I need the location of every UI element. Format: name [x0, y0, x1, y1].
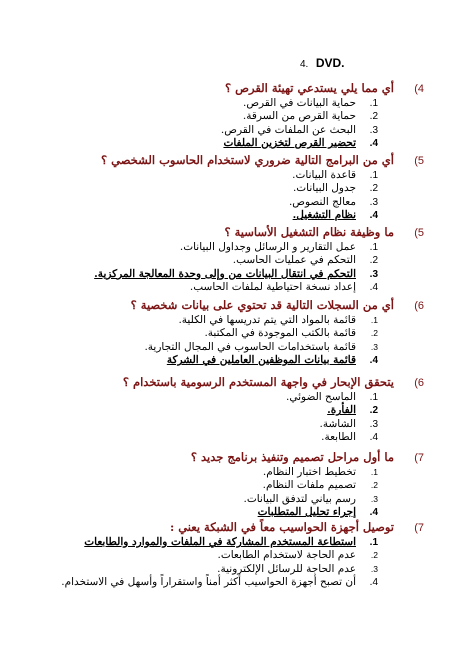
option-text: تخطيط اختبار النظام. — [262, 466, 356, 478]
option-number: 2. — [369, 111, 378, 123]
option-text: الشاشة. — [319, 417, 356, 430]
option-number: 1. — [370, 315, 378, 325]
option-number: 4. — [369, 138, 378, 150]
question-number: (5 — [414, 227, 424, 239]
option-item — [144, 341, 378, 354]
option-number: 3. — [370, 563, 378, 574]
option-text: الطابعة. — [321, 431, 356, 444]
option-item — [94, 254, 378, 267]
options-list — [221, 97, 378, 151]
option-text: عدم الحاجة لاستخدام الطابعات. — [217, 549, 356, 562]
option-item — [94, 241, 378, 254]
question-number: (7 — [414, 452, 424, 464]
correct-option-item — [144, 354, 378, 367]
option-text: قائمة بيانات الموظفين العاملين في الشركة — [166, 354, 356, 367]
correct-option-item — [94, 268, 378, 281]
option-text: أن تصبح أجهزة الحواسيب أكثر أمناً واستقراراً وأسهل في الاستخدام. — [61, 576, 356, 589]
option-text: معالج النصوص. — [288, 195, 356, 208]
option-item — [244, 479, 379, 492]
correct-option-item — [244, 506, 379, 519]
option-item — [144, 327, 378, 340]
option-number: 1. — [369, 170, 378, 181]
option-number: 2. — [370, 550, 378, 561]
option-number: 2. — [370, 328, 378, 339]
question-number: (7 — [414, 522, 424, 534]
option-item — [61, 576, 378, 589]
option-text: الفأرة. — [327, 404, 356, 417]
option-item — [289, 182, 378, 195]
option-text: قائمة باستخدامات الحاسوب في المجال التجارية. — [144, 340, 356, 353]
question-number: (6 — [414, 300, 424, 312]
question-text: أي من السجلات التالية قد تحتوي على بيانات شخصية ؟ — [130, 298, 394, 312]
option-item — [94, 281, 378, 294]
option-text: قائمة بالمواد التي يتم تدريسها في الكلية. — [178, 314, 356, 326]
option-text: استطاعة المستخدم المشاركة في الملفات والموارد والطابعات — [84, 536, 356, 548]
option-number: 3. — [369, 418, 378, 430]
option-item — [289, 169, 378, 182]
option-number: 3. — [369, 124, 378, 136]
option-item — [286, 431, 378, 444]
question-text: توصيل أجهزة الحواسيب معاً في الشبكة يعني : — [169, 520, 394, 534]
option-number: 1. — [369, 392, 378, 403]
question-text: يتحقق الإبحار في واجهة المستخدم الرسومية باستخدام ؟ — [122, 375, 394, 389]
correct-option-item — [286, 404, 378, 417]
option-number: 4. — [369, 210, 378, 222]
option-number: 2. — [370, 480, 378, 491]
option-number: 4. — [369, 507, 378, 519]
options-list — [61, 536, 378, 590]
option-number: 1. — [369, 537, 378, 548]
correct-option-item — [221, 137, 378, 150]
option-item — [244, 493, 379, 506]
question-number: (4 — [414, 83, 424, 95]
option-number: 4. — [369, 432, 378, 444]
option-number: 1. — [370, 467, 378, 477]
options-list — [286, 391, 378, 445]
correct-option-item — [289, 209, 378, 222]
option-text: إجراء تحليل المتطلبات — [257, 506, 356, 519]
option-number: 3. — [370, 493, 378, 504]
correct-option-item — [61, 536, 378, 549]
option-text: قائمة بالكتب الموجودة في المكتبة. — [204, 327, 356, 340]
option-text: إعداد نسخة احتياطية لملفات الحاسب. — [189, 281, 356, 294]
option-number: 2. — [369, 183, 378, 195]
option-number: 1. — [369, 242, 378, 253]
option-text: عمل التقارير و الرسائل وجداول البيانات. — [179, 241, 356, 253]
option-text: رسم بياني لتدفق البيانات. — [243, 492, 356, 505]
option-number: 1. — [369, 98, 378, 109]
question-text: ما أول مراحل تصميم وتنفيذ برنامج جديد ؟ — [190, 450, 394, 464]
option-text: قاعدة البيانات. — [292, 169, 356, 181]
option-text: تحضير القرص لتخزين الملفات — [223, 137, 356, 150]
option-number: 4. — [369, 355, 378, 367]
option-text: التحكم في انتقال البيانات من وإلى وحدة المعالجة المركزية. — [94, 267, 356, 280]
option-text: حماية القرص من السرقة. — [242, 110, 356, 123]
option-number: 3. — [369, 196, 378, 208]
option-item — [144, 314, 378, 327]
dvd-option-text: DVD. — [315, 56, 345, 70]
option-text: جدول البيانات. — [292, 182, 356, 195]
option-item — [221, 124, 378, 137]
options-list — [144, 314, 378, 368]
question-text: أي مما يلي يستدعي تهيئة القرص ؟ — [224, 81, 394, 95]
option-number: 4. — [369, 577, 378, 589]
option-number: 2. — [369, 255, 378, 267]
question-text: ما وظيفة نظام التشغيل الأساسية ؟ — [224, 225, 394, 239]
dvd-option-line — [300, 56, 380, 70]
option-text: نظام التشغيل. — [292, 209, 356, 222]
option-number: 4. — [369, 282, 378, 294]
option-number: 3. — [370, 341, 378, 352]
option-text: الماسح الضوئي. — [286, 391, 356, 403]
option-text: البحث عن الملفات في القرص. — [220, 123, 356, 136]
option-item — [61, 549, 378, 562]
option-item — [61, 563, 378, 576]
dvd-option-number: 4. — [300, 59, 309, 70]
options-list — [244, 466, 379, 520]
question-number: (6 — [414, 377, 424, 389]
option-text: تصميم ملفات النظام. — [262, 479, 356, 492]
option-text: التحكم في عمليات الحاسب. — [232, 254, 356, 267]
option-text: حماية البيانات في القرص. — [242, 97, 356, 109]
option-item — [289, 196, 378, 209]
option-item — [244, 466, 379, 479]
option-item — [286, 391, 378, 404]
options-list — [289, 169, 378, 223]
question-text: أي من البرامج التالية ضروري لاستخدام الحاسوب الشخصي ؟ — [101, 153, 394, 167]
option-item — [221, 97, 378, 110]
option-text: عدم الحاجة للرسائل الإلكترونية. — [217, 562, 356, 575]
options-list — [94, 241, 378, 295]
question-number: (5 — [414, 155, 424, 167]
option-item — [221, 110, 378, 123]
option-item — [286, 418, 378, 431]
option-number: 2. — [369, 405, 378, 417]
option-number: 3. — [369, 268, 378, 280]
